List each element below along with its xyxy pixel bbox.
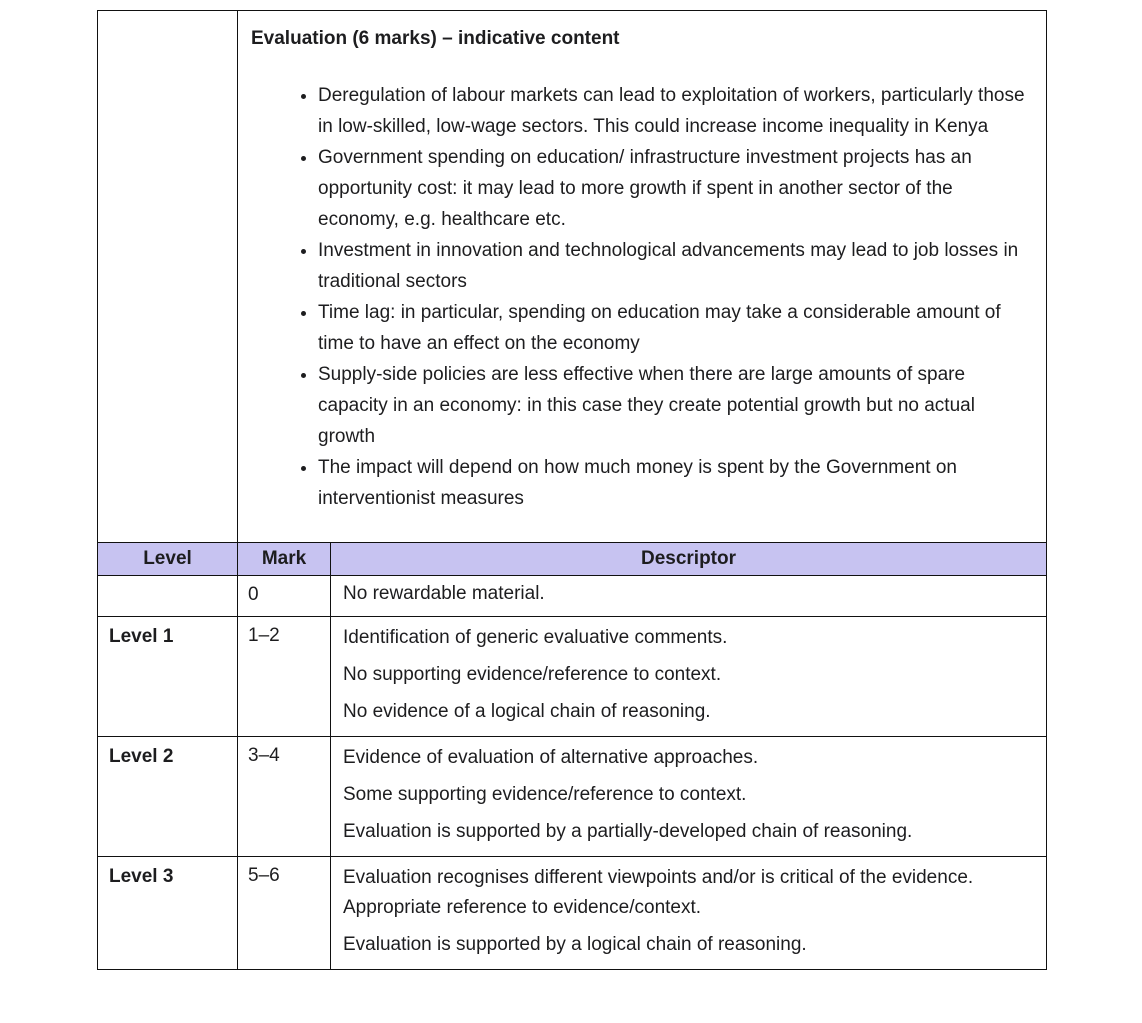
header-level: Level bbox=[98, 543, 238, 576]
descriptor-line: No evidence of a logical chain of reasoning. bbox=[343, 701, 711, 722]
rubric-row-level-2 bbox=[98, 737, 1047, 857]
rubric-row-level-3 bbox=[98, 857, 1047, 970]
rubric-header-row bbox=[98, 543, 1047, 576]
indicative-content-row bbox=[98, 11, 1047, 543]
descriptor-line: No supporting evidence/reference to context. bbox=[343, 664, 722, 685]
bullet-item: • Supply-side policies are less effective when there are large amounts of spare capacity in an economy: in this case they create potential growth but no actual growth bbox=[318, 359, 1028, 452]
rubric-row-mark-0 bbox=[98, 576, 1047, 617]
level-cell: Level 3 bbox=[98, 857, 238, 970]
bullet-item: • Government spending on education/ infrastructure investment projects has an opportunity cost: it may lead to more growth if spent in another sector of the economy, e.g. healthcare etc. bbox=[318, 142, 1028, 235]
descriptor-line: Evaluation is supported by a logical chain of reasoning. bbox=[343, 934, 807, 955]
mark-cell: 5–6 bbox=[238, 857, 331, 970]
level-cell: Level 2 bbox=[98, 737, 238, 857]
descriptor-cell bbox=[331, 737, 1047, 857]
descriptor-cell bbox=[331, 576, 1047, 617]
descriptor-line: No rewardable material. bbox=[343, 583, 545, 604]
level-cell: Level 1 bbox=[98, 617, 238, 737]
bullet-item: • Investment in innovation and technological advancements may lead to job losses in traditional sectors bbox=[318, 235, 1028, 297]
mark-scheme-page bbox=[0, 10, 1142, 1023]
descriptor-line: Evidence of evaluation of alternative approaches. bbox=[343, 747, 759, 768]
descriptor-cell bbox=[331, 617, 1047, 737]
indicative-left-empty-cell bbox=[98, 11, 238, 543]
descriptor-line: Evaluation is supported by a partially-developed chain of reasoning. bbox=[343, 821, 913, 842]
level-cell bbox=[98, 576, 238, 617]
descriptor-line: Identification of generic evaluative comments. bbox=[343, 627, 728, 648]
bullet-item: • Deregulation of labour markets can lead to exploitation of workers, particularly those in low-skilled, low-wage sectors. This could increase income inequality in Kenya bbox=[318, 80, 1028, 142]
descriptor-line: Some supporting evidence/reference to context. bbox=[343, 784, 747, 805]
bullet-item: • Time lag: in particular, spending on education may take a considerable amount of time to have an effect on the economy bbox=[318, 297, 1028, 359]
indicative-title: Evaluation (6 marks) – indicative content bbox=[251, 28, 620, 49]
mark-cell: 3–4 bbox=[238, 737, 331, 857]
mark-scheme-table bbox=[97, 10, 1047, 970]
mark-cell: 0 bbox=[238, 576, 331, 617]
header-descriptor: Descriptor bbox=[331, 543, 1047, 576]
mark-cell: 1–2 bbox=[238, 617, 331, 737]
bullet-item: • The impact will depend on how much money is spent by the Government on interventionist measures bbox=[318, 452, 1028, 514]
descriptor-cell bbox=[331, 857, 1047, 970]
header-mark: Mark bbox=[238, 543, 331, 576]
rubric-row-level-1 bbox=[98, 617, 1047, 737]
descriptor-line: Evaluation recognises different viewpoints and/or is critical of the evidence. Appropriate reference to evidence/context. bbox=[343, 867, 974, 918]
indicative-content-cell bbox=[238, 11, 1047, 543]
indicative-bullet-list bbox=[251, 80, 1028, 514]
